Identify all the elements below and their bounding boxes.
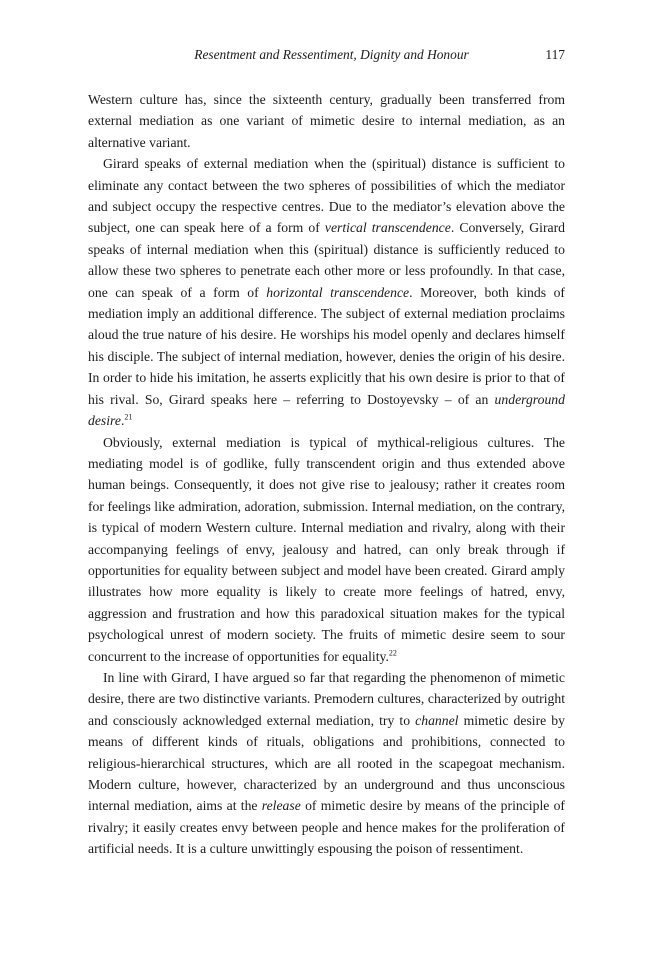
page-number: 117	[545, 47, 565, 62]
body-text	[88, 89, 565, 860]
text-segment: In line with Girard, I have argued so far that regarding the phenomenon of mimetic desire, there are two distinctive variants. Premodern cultures, characterized by outright and consciously acknowledged external mediation, try to	[88, 669, 565, 728]
italic-term: vertical transcendence	[324, 220, 451, 236]
running-title: Resentment and Ressentiment, Dignity and Honour	[194, 47, 469, 62]
paragraph	[88, 89, 565, 153]
italic-term: horizontal transcendence	[266, 284, 410, 300]
italic-term: channel	[415, 712, 459, 728]
paragraph	[88, 432, 565, 667]
italic-term: underground desire	[88, 391, 565, 429]
text-segment: . Moreover, both kinds of mediation imply an additional difference. The subject of external mediation proclaims aloud the true nature of his desire. He worships his model openly and declares himself his disciple. The subject of internal mediation, however, denies the origin of his desire. In order to hide his imitation, he asserts explicitly that his own desire is prior to that of his rival. So, Girard speaks here – referring to Dostoyevsky – of an	[88, 284, 565, 407]
paragraph	[88, 153, 565, 431]
footnote-ref: 22	[388, 648, 397, 657]
italic-term: release	[261, 798, 301, 814]
text-segment: Girard speaks of external mediation when the (spiritual) distance is sufficient to eliminate any contact between the two spheres of possibilities of which the mediator and subject occupy the respective centres. Due to the mediator’s elevation above the subject, one can speak here of a form of	[88, 156, 565, 236]
text-segment: of mimetic desire by means of the principle of rivalry; it easily creates envy between people and hence makes for the proliferation of artificial needs. It is a culture unwittingly espousing the poison of ressentiment.	[88, 798, 565, 857]
footnote-ref: 21	[124, 412, 133, 422]
text-segment: mimetic desire by means of different kinds of rituals, obligations and prohibitions, connected to religious-hierarchical structures, which are all rooted in the scapegoat mechanism. Modern culture, however, characterized by an underground and thus unconscious internal mediation, aims at the	[88, 712, 565, 814]
text-segment: . Conversely, Girard speaks of internal mediation when this (spiritual) distance is sufficiently reduced to allow these two spheres to penetrate each other more or less profoundly. In that case, one can speak of a form of	[88, 220, 565, 300]
text-segment: .	[120, 413, 125, 429]
text-segment: Obviously, external mediation is typical of mythical-religious cultures. The mediating model is of godlike, fully transcendent origin and thus extended above human beings. Consequently, it does not give rise to jealousy; rather it creates room for feelings like admiration, adoration, submission. Internal mediation, on the contrary, is typical of modern Western culture. Internal mediation and rivalry, along with their accompanying feelings of envy, jealousy and hatred, can only break through if opportunities for equality between subject and model have been created. Girard amply illustrates how more equality is likely to create more feelings of hatred, envy, aggression and frustration and how this paradoxical situation makes for the typical psychological unrest of modern society. The fruits of mimetic desire seem to sour concurrent to the increase of opportunities for equality.	[88, 434, 565, 664]
text-segment: Western culture has, since the sixteenth century, gradually been transferred from external mediation as one variant of mimetic desire to internal mediation, as an alternative variant.	[88, 92, 565, 150]
paragraph	[88, 667, 565, 860]
